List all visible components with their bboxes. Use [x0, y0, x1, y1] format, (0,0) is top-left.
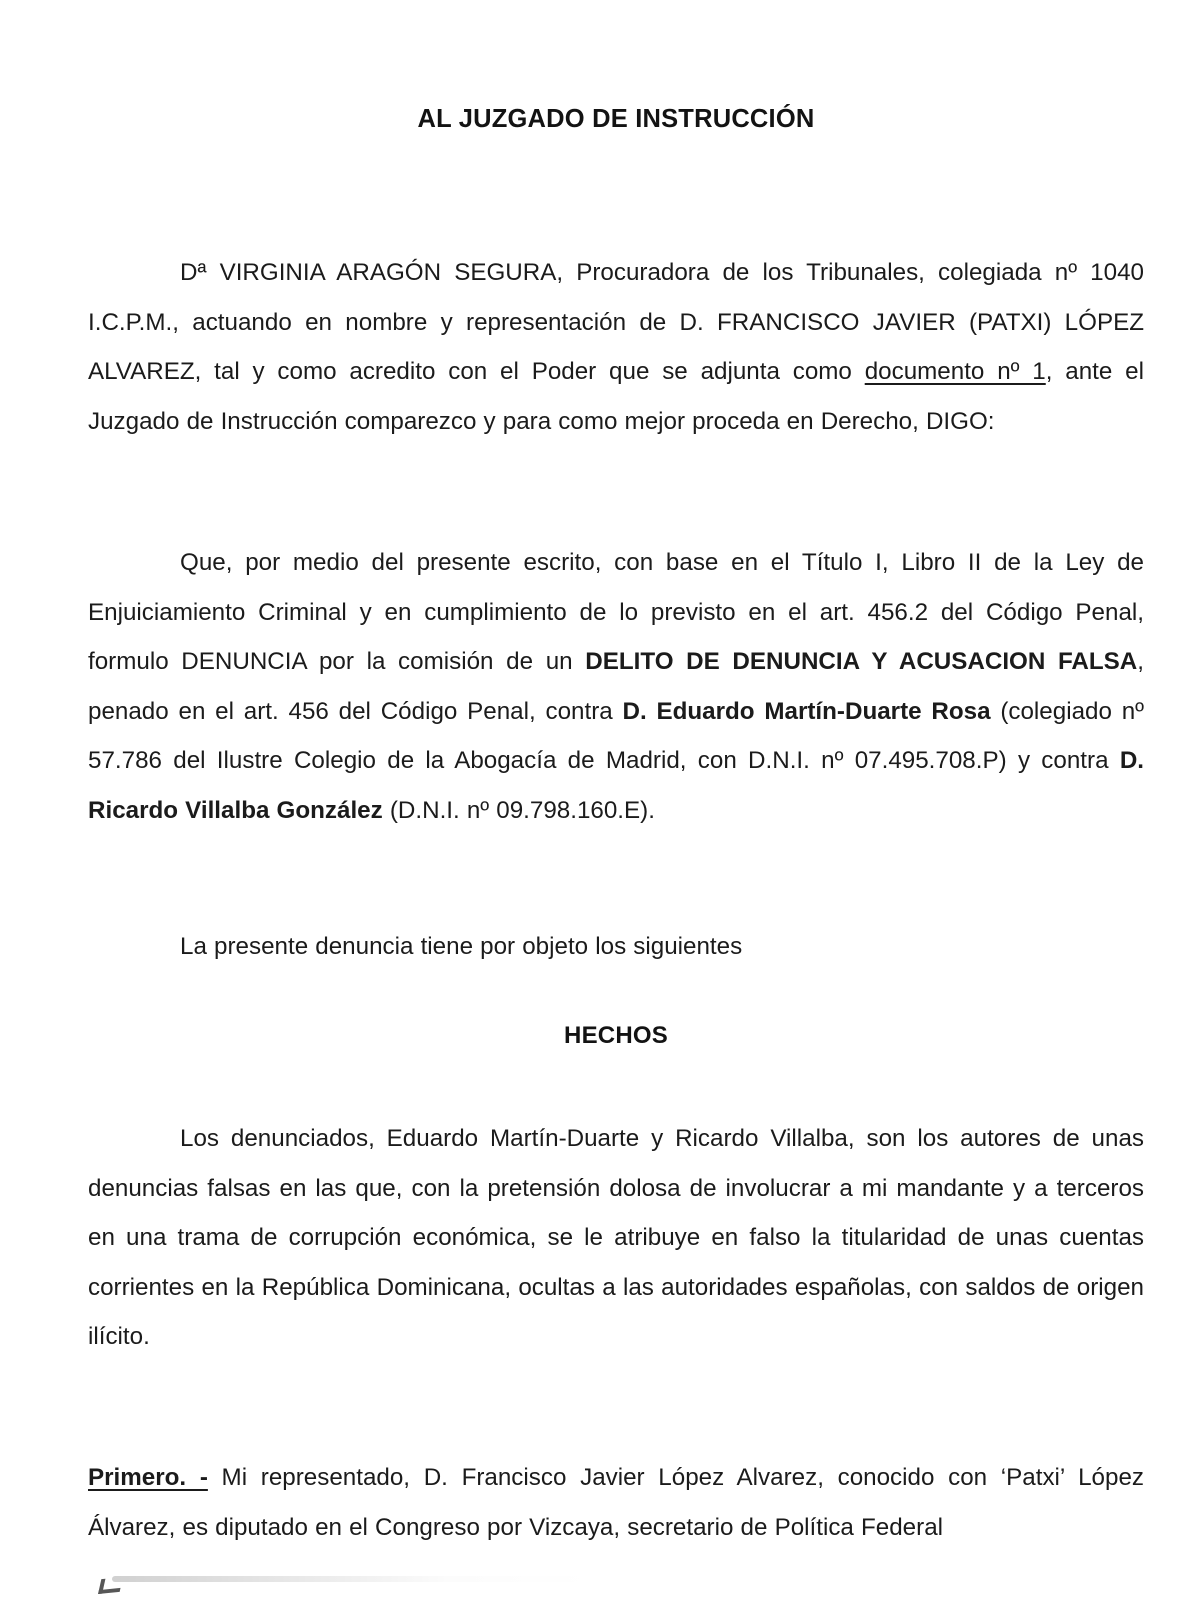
paragraph-first-point-text — [88, 1453, 1144, 1552]
document-reference-underlined: documento nº 1 — [864, 358, 1046, 385]
paragraph-object-text: La presente denuncia tiene por objeto los siguientes — [180, 933, 743, 960]
paragraph-first-point — [88, 1453, 1144, 1552]
appearance-text-part-2: , ante el Juzgado de Instrucción comparezco y para como mejor proceda en Derecho, DIGO: — [88, 358, 1144, 435]
paragraph-facts-text: Los denunciados, Eduardo Martín-Duarte y Ricardo Villalba, son los autores de unas denuncias falsas en las que, con la pretensión dolosa de involucrar a mi mandante y a terceros en una trama de corrupción económica, se le atribuye en falso la titularidad de unas cuentas corrientes en la República Dominicana, ocultas a las autoridades españolas, con saldos de origen ilícito. — [88, 1125, 1144, 1350]
paragraph-complaint — [88, 538, 1144, 835]
offense-name-bold: DELITO DE DENUNCIA Y ACUSACION FALSA — [585, 648, 1138, 675]
scan-edge-artifact — [92, 1576, 612, 1598]
first-point-label: Primero. - — [88, 1464, 208, 1491]
complaint-text-part-4: (D.N.I. nº 09.798.160.E). — [382, 796, 655, 824]
paragraph-appearance-text — [88, 248, 1144, 446]
complaint-text-part-2: , penado en el art. 456 del Código Penal, contra — [88, 648, 1144, 725]
defendant-one-name: D. Eduardo Martín-Duarte Rosa — [622, 697, 991, 725]
paragraph-appearance — [88, 248, 1144, 446]
paragraph-object — [88, 922, 1144, 972]
complaint-text-part-3: (colegiado nº 57.786 del Ilustre Colegio de la Abogacía de Madrid, con D.N.I. nº 07.495.708.P) y contra — [88, 697, 1144, 774]
partial-glyph-mark — [98, 1577, 123, 1594]
paragraph-complaint-text — [88, 538, 1144, 835]
section-heading-hechos: HECHOS — [564, 1022, 668, 1049]
complaint-text-part-1: Que, por medio del presente escrito, con base en el Título I, Libro II de la Ley de Enjuiciamiento Criminal y en cumplimiento de lo previsto en el art. 456.2 del Código Penal, formulo DENUNCIA por la comisión de un — [88, 549, 1144, 675]
appearance-text-part-1: Dª VIRGINIA ARAGÓN SEGURA, Procuradora de los Tribunales, colegiada nº 1040 I.C.P.M., actuando en nombre y representación de D. FRANCISCO JAVIER (PATXI) LÓPEZ ALVAREZ, tal y como acredito con el Poder que se adjunta como — [88, 259, 1144, 385]
paragraph-facts — [88, 1114, 1144, 1362]
page-title: AL JUZGADO DE INSTRUCCIÓN — [417, 105, 815, 133]
defendant-two-name: D. Ricardo Villalba González — [88, 747, 1144, 824]
scan-smudge-line — [112, 1576, 592, 1582]
first-point-body: Mi representado, D. Francisco Javier López Alvarez, conocido con ‘Patxi’ López Álvarez, es diputado en el Congreso por Vizcaya, secretario de Política Federal — [88, 1464, 1144, 1541]
